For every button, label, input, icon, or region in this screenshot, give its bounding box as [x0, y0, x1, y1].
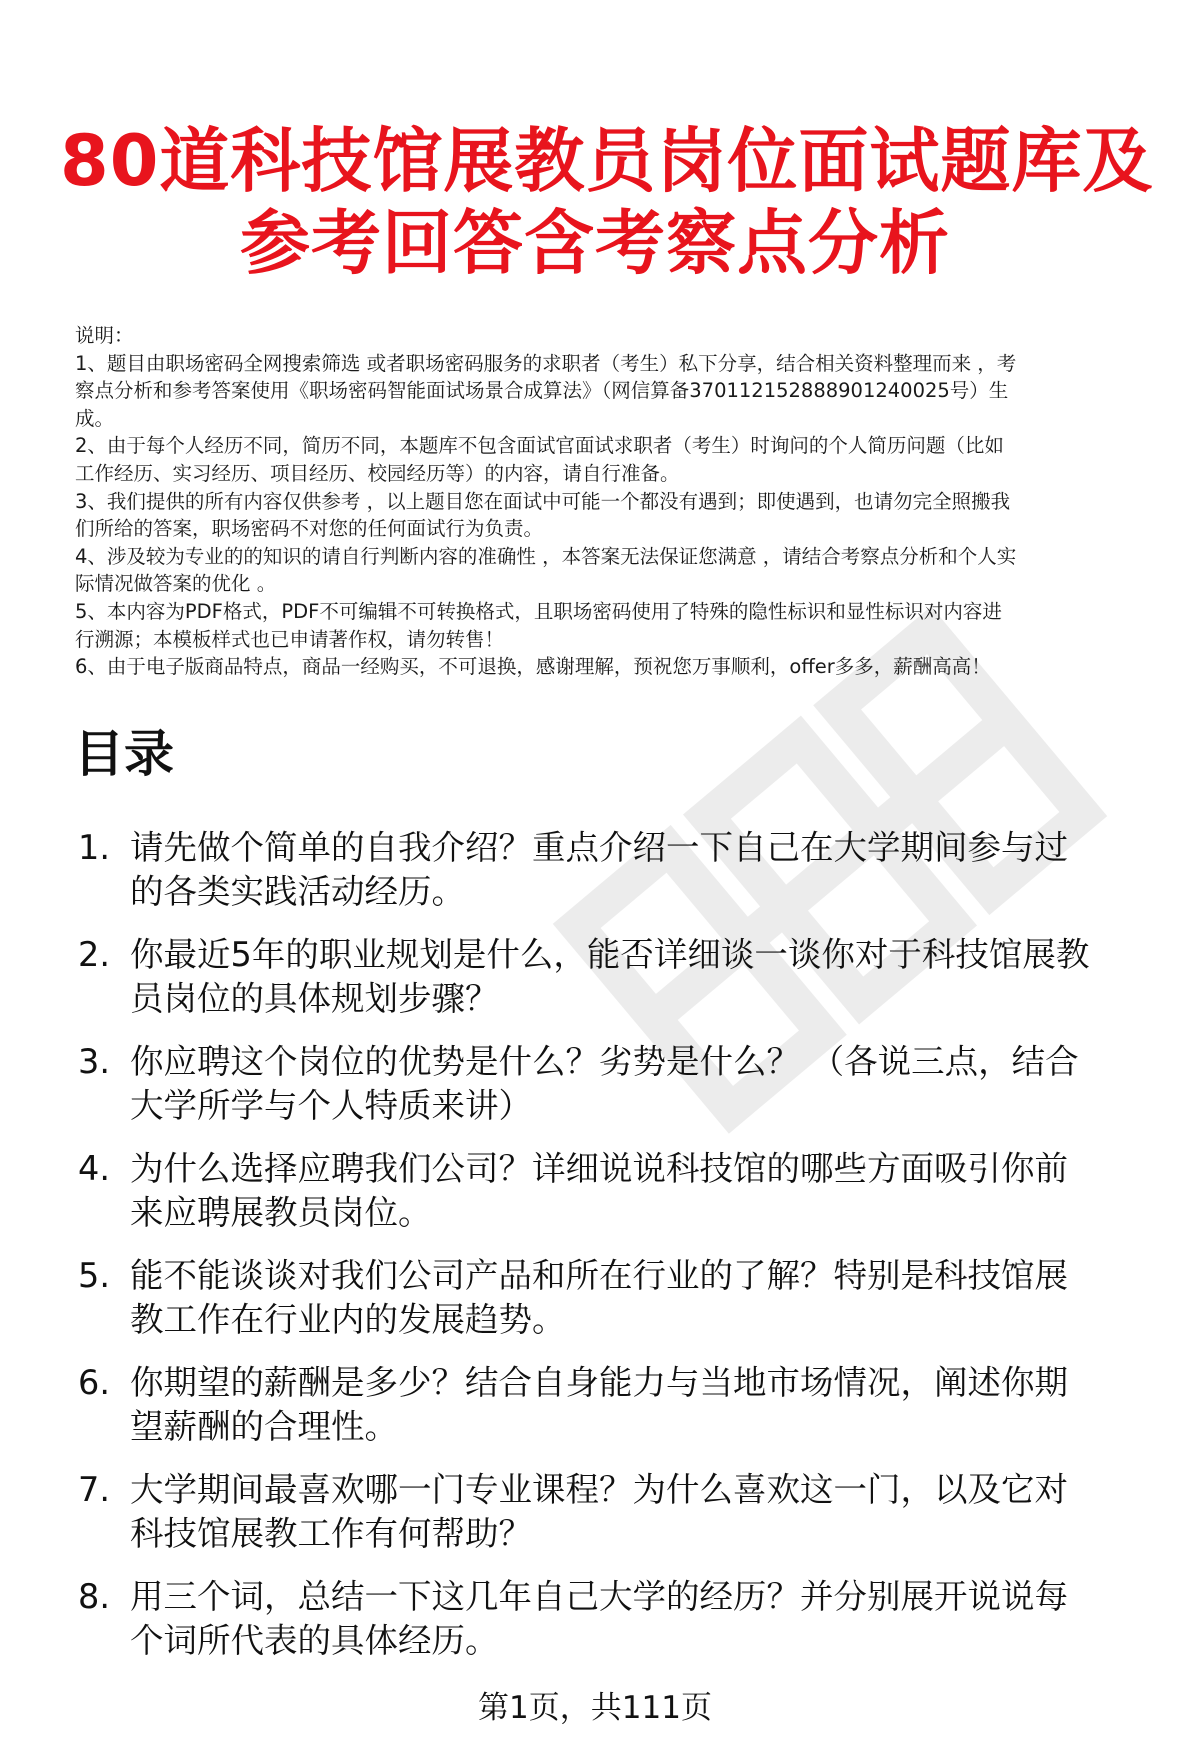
- toc-item-text: 员岗位的具体规划步骤？: [130, 979, 499, 1018]
- note-line: 成。: [75, 406, 115, 430]
- note-line: 4、涉及较为专业的的知识的请自行判断内容的准确性 ，本答案无法保证您满意 ，请结合考察点分析和个人实: [75, 544, 1017, 568]
- toc-item-8[interactable]: [78, 1575, 1168, 1682]
- note-line: 6、由于电子版商品特点，商品一经购买，不可退换，感谢理解，预祝您万事顺利，offer多多，薪酬高高！: [75, 655, 991, 679]
- toc-item-5[interactable]: [78, 1254, 1168, 1361]
- note-line: 际情况做答案的优化 。: [75, 572, 277, 596]
- toc-item-text: 用三个词，总结一下这几年自己大学的经历？并分别展开说说每: [130, 1577, 1068, 1616]
- toc-item-4[interactable]: [78, 1147, 1168, 1254]
- toc-item-text: 教工作在行业内的发展趋势。: [130, 1300, 566, 1339]
- document-title: [60, 120, 1154, 284]
- note-line: 3、我们提供的所有内容仅供参考 ，以上题目您在面试中可能一个都没有遇到；即使遇到，也请勿完全照搬我: [75, 489, 1011, 513]
- toc-item-2[interactable]: [78, 933, 1168, 1040]
- title-line-2: 参考回答含考察点分析: [240, 202, 950, 284]
- toc-item-text: 你应聘这个岗位的优势是什么？劣势是什么？ （各说三点，结合: [130, 1042, 1079, 1081]
- note-line: 们所给的答案，职场密码不对您的任何面试行为负责。: [75, 517, 544, 541]
- title-line-1: 80道科技馆展教员岗位面试题库及: [60, 120, 1154, 202]
- toc-item-number: 2.: [78, 935, 110, 974]
- toc-list: [78, 826, 1168, 1682]
- toc-item-3[interactable]: [78, 1040, 1168, 1147]
- toc-item-text: 请先做个简单的自我介绍？重点介绍一下自己在大学期间参与过: [130, 828, 1068, 867]
- toc-item-text: 望薪酬的合理性。: [130, 1407, 398, 1446]
- toc-item-1[interactable]: [78, 826, 1168, 933]
- toc-item-text: 你最近5年的职业规划是什么，能否详细谈一谈你对于科技馆展教: [130, 935, 1090, 974]
- note-line: 2、由于每个人经历不同，简历不同，本题库不包含面试官面试求职者（考生）时询问的个人简历问题（比如: [75, 434, 1004, 458]
- toc-item-text: 能不能谈谈对我们公司产品和所在行业的了解？特别是科技馆展: [130, 1256, 1068, 1295]
- notes-section: [75, 322, 1165, 681]
- note-line: 察点分析和参考答案使用《职场密码智能面试场景合成算法》（网信算备370112152888901240025号）生: [75, 379, 1009, 403]
- toc-item-text: 的各类实践活动经历。: [130, 872, 465, 911]
- toc-item-number: 5.: [78, 1256, 110, 1295]
- toc-item-text: 大学所学与个人特质来讲）: [130, 1086, 532, 1125]
- toc-item-text: 大学期间最喜欢哪一门专业课程？为什么喜欢这一门，以及它对: [130, 1470, 1068, 1509]
- toc-item-number: 6.: [78, 1363, 110, 1402]
- toc-heading: 目录: [74, 725, 174, 783]
- toc-item-text: 科技馆展教工作有何帮助？: [130, 1514, 532, 1553]
- note-line: 1、题目由职场密码全网搜索筛选 或者职场密码服务的求职者（考生）私下分享，结合相关资料整理而来 ，考: [75, 351, 1017, 375]
- toc-item-text: 你期望的薪酬是多少？结合自身能力与当地市场情况，阐述你期: [130, 1363, 1068, 1402]
- toc-item-number: 1.: [78, 828, 110, 867]
- toc-item-text: 个词所代表的具体经历。: [130, 1621, 499, 1660]
- toc-item-number: 4.: [78, 1149, 110, 1188]
- toc-item-number: 3.: [78, 1042, 110, 1081]
- toc-item-number: 7.: [78, 1470, 110, 1509]
- toc-item-6[interactable]: [78, 1361, 1168, 1468]
- toc-item-text: 来应聘展教员岗位。: [130, 1193, 432, 1232]
- toc-item-text: 为什么选择应聘我们公司？详细说说科技馆的哪些方面吸引你前: [130, 1149, 1068, 1188]
- toc-item-7[interactable]: [78, 1468, 1168, 1575]
- note-line: 5、本内容为PDF格式，PDF不可编辑不可转换格式，且职场密码使用了特殊的隐性标识和显性标识对内容进: [75, 599, 1002, 623]
- toc-item-number: 8.: [78, 1577, 110, 1616]
- page-number-footer: 第1页，共111页: [478, 1690, 712, 1726]
- note-line: 工作经历、实习经历、项目经历、校园经历等）的内容，请自行准备。: [75, 461, 680, 485]
- notes-heading: 说明：: [75, 324, 134, 347]
- note-line: 行溯源；本模板样式也已申请著作权，请勿转售！: [75, 627, 505, 651]
